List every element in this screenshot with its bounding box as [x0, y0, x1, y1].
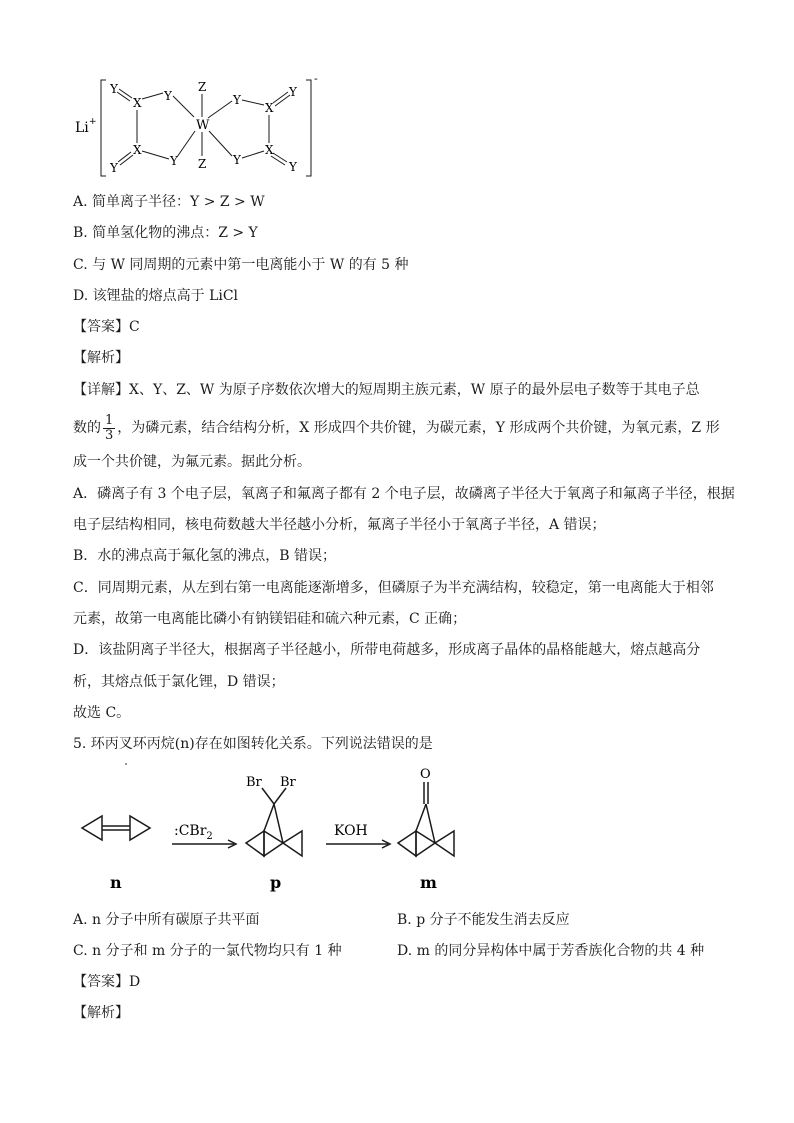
q4-explain-a-1: A．磷离子有 3 个电子层，氧离子和氟离子都有 2 个电子层，故磷离子半径大于氧离子和氟离子半径，根据 [73, 486, 735, 502]
q4-option-a: A. 简单离子半径：Y > Z > W [73, 194, 265, 210]
atom-y: Y [164, 89, 172, 103]
q4-analysis-label: 【解析】 [73, 350, 129, 366]
atom-x: X [133, 96, 142, 110]
reagent-koh: KOH [334, 823, 368, 839]
q4-conclusion: 故选 C。 [73, 705, 131, 721]
atom-z: Z [198, 80, 207, 94]
label-n: n [110, 873, 122, 892]
q5-option-b: B. p 分子不能发生消去反应 [397, 912, 570, 928]
atom-x: X [265, 143, 274, 157]
atom-y: Y [233, 93, 241, 107]
label-m: m [420, 873, 437, 892]
q4-explain-d-2: 析，其熔点低于氯化锂，D 错误； [73, 674, 285, 690]
q4-answer: 【答案】C [73, 319, 140, 335]
q4-option-c: C. 与 W 同周期的元素中第一电离能小于 W 的有 5 种 [73, 257, 409, 273]
q4-detail-line-1: 【详解】X、Y、Z、W 为原子序数依次增大的短周期主族元素，W 原子的最外层电子数等于其电子总 [73, 382, 700, 398]
bromine-label-2: Br [280, 775, 296, 790]
q4-explain-b: B．水的沸点高于氟化氢的沸点，B 错误； [73, 548, 337, 564]
q4-explain-c-2: 元素，故第一电离能比磷小有钠镁铝硅和硫六种元素，C 正确； [73, 611, 467, 627]
oxygen-label: O [420, 767, 431, 782]
atom-y: Y [170, 154, 178, 168]
li-label: Li [75, 120, 89, 136]
q5-stem: 5. 环丙叉环丙烷(n)存在如图转化关系。下列说法错误的是 [73, 736, 433, 752]
q5-option-c: C. n 分子和 m 分子的一氯代物均只有 1 种 [73, 943, 342, 959]
q4-explain-c-1: C．同周期元素，从左到右第一电离能逐渐增多，但磷原子为半充满结构，较稳定，第一电离能大于相邻 [73, 580, 714, 596]
atom-y: Y [289, 160, 297, 174]
label-p: p [270, 873, 282, 892]
bromine-label-1: Br [246, 775, 262, 790]
lithium-salt-structure [70, 74, 330, 184]
atom-z: Z [198, 157, 207, 171]
atom-x: X [265, 101, 274, 115]
atom-w: W [196, 118, 210, 133]
atom-x: X [133, 143, 142, 157]
q5-answer: 【答案】D [73, 974, 141, 990]
anion-charge: - [314, 74, 318, 85]
atom-y: Y [110, 161, 118, 175]
q4-detail-line-3: 成一个共价键，为氟元素。据此分析。 [73, 454, 311, 470]
q5-option-a: A. n 分子中所有碳原子共平面 [73, 912, 260, 928]
q5-analysis-label: 【解析】 [73, 1005, 129, 1021]
q4-option-d: D. 该锂盐的熔点高于 LiCl [73, 288, 239, 304]
fraction-one-third: $\frac{1}{3}$ [105, 412, 114, 443]
q5-option-d: D. m 的同分异构体中属于芳香族化合物的共 4 种 [397, 943, 705, 959]
q4-explain-d-1: D．该盐阴离子半径大，根据离子半径越小，所带电荷越多，形成离子晶体的晶格能越大，熔点越高分 [73, 642, 701, 658]
atom-y: Y [289, 85, 297, 99]
q4-option-b: B. 简单氢化物的沸点：Z > Y [73, 225, 258, 241]
q4-explain-a-2: 电子层结构相同，核电荷数越大半径越小分析，氟离子半径小于氧离子半径，A 错误； [73, 517, 606, 533]
q4-detail-line-2: 数的 $\frac{1}{3}$ ，为磷元素，结合结构分析，X 形成四个共价键，为碳元素，Y 形成两个共价键，为氧元素，Z 形 [73, 412, 720, 443]
li-charge: + [89, 117, 97, 127]
atom-y: Y [110, 82, 118, 96]
reaction-scheme [74, 760, 474, 895]
atom-y: Y [233, 153, 241, 167]
reagent-cbr2: :CBr$_2$ [174, 823, 213, 842]
